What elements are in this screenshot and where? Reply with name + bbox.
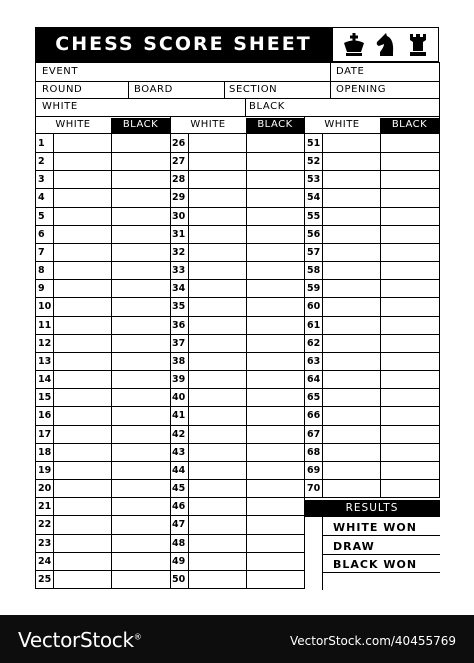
move-row-line (304, 207, 440, 208)
move-number: 60 (307, 301, 321, 312)
move-number: 18 (38, 447, 52, 458)
results-line (322, 572, 440, 573)
info-divider-section (224, 81, 225, 99)
black-column-header: BLACK (246, 118, 304, 134)
move-number: 46 (172, 501, 186, 512)
move-number: 14 (38, 374, 52, 385)
results-line (322, 554, 440, 555)
page-title: CHESS SCORE SHEET (55, 33, 312, 55)
move-row-line (304, 279, 440, 280)
move-number: 47 (172, 519, 186, 530)
move-number: 10 (38, 301, 52, 312)
move-number: 38 (172, 356, 186, 367)
move-number: 33 (172, 265, 186, 276)
info-line-3 (35, 116, 440, 117)
move-number: 51 (307, 138, 321, 149)
move-number: 65 (307, 392, 321, 403)
move-number: 13 (38, 356, 52, 367)
header-border (439, 117, 440, 133)
move-number: 43 (172, 447, 186, 458)
result-option-draw[interactable]: DRAW (333, 540, 375, 553)
chess-rook-icon (405, 32, 431, 58)
move-number: 32 (172, 247, 186, 258)
move-number: 27 (172, 156, 186, 167)
move-number: 35 (172, 301, 186, 312)
chess-icons-box (332, 27, 439, 62)
move-number: 25 (38, 574, 52, 585)
move-number: 57 (307, 247, 321, 258)
move-number: 56 (307, 229, 321, 240)
move-number: 41 (172, 410, 186, 421)
move-number: 26 (172, 138, 186, 149)
info-divider-black (245, 98, 246, 116)
move-number: 50 (172, 574, 186, 585)
event-label: EVENT (42, 66, 79, 77)
move-number: 16 (38, 410, 52, 421)
move-number: 53 (307, 174, 321, 185)
move-number: 48 (172, 538, 186, 549)
move-number: 49 (172, 556, 186, 567)
white-column-header: WHITE (324, 119, 360, 130)
info-top-line (35, 62, 440, 63)
move-number: 29 (172, 192, 186, 203)
move-number: 70 (307, 483, 321, 494)
move-number: 64 (307, 374, 321, 385)
move-number: 63 (307, 356, 321, 367)
move-row-line (304, 261, 440, 262)
move-number: 58 (307, 265, 321, 276)
move-row-line (304, 370, 440, 371)
move-number: 37 (172, 338, 186, 349)
white-player-label: WHITE (42, 101, 78, 112)
move-row-line (304, 225, 440, 226)
move-number: 69 (307, 465, 321, 476)
result-option-black-won[interactable]: BLACK WON (333, 558, 418, 571)
move-number: 42 (172, 429, 186, 440)
white-column-header: WHITE (55, 119, 91, 130)
move-column-line (53, 134, 54, 588)
move-number: 66 (307, 410, 321, 421)
move-number: 36 (172, 320, 186, 331)
footer-bar (0, 615, 474, 663)
info-divider-board (128, 81, 129, 99)
move-number: 55 (307, 211, 321, 222)
move-number: 31 (172, 229, 186, 240)
move-number: 39 (172, 374, 186, 385)
title-bar (35, 27, 332, 62)
white-column-header: WHITE (190, 119, 226, 130)
move-number: 62 (307, 338, 321, 349)
footer-url: VectorStock.com/40455769 (289, 634, 456, 648)
board-label: BOARD (134, 84, 173, 95)
move-row-line (304, 443, 440, 444)
chess-king-icon (341, 32, 367, 58)
move-number: 19 (38, 465, 52, 476)
info-divider-date (330, 62, 331, 99)
move-column-line (170, 134, 171, 588)
black-column-header: BLACK (111, 118, 170, 134)
move-number: 28 (172, 174, 186, 185)
info-line-2 (35, 98, 440, 99)
move-column-line (304, 134, 305, 588)
opening-label: OPENING (336, 84, 387, 95)
move-number: 68 (307, 447, 321, 458)
move-number: 34 (172, 283, 186, 294)
move-number: 21 (38, 501, 52, 512)
move-number: 52 (307, 156, 321, 167)
move-column-line (322, 134, 323, 497)
footer-brand: VectorStock® (18, 628, 142, 652)
results-header: RESULTS (304, 500, 440, 517)
move-number: 61 (307, 320, 321, 331)
move-row-line (304, 334, 440, 335)
move-row-line (304, 497, 440, 498)
move-number: 22 (38, 519, 52, 530)
date-label: DATE (336, 66, 365, 77)
move-number: 4 (38, 192, 45, 203)
move-column-line (439, 134, 440, 497)
move-row-line (304, 188, 440, 189)
move-number: 23 (38, 538, 52, 549)
move-row-line (304, 461, 440, 462)
round-label: ROUND (42, 84, 83, 95)
header-divider (304, 117, 305, 133)
move-row-line (304, 243, 440, 244)
move-number: 1 (38, 138, 45, 149)
move-number: 5 (38, 211, 45, 222)
move-number: 15 (38, 392, 52, 403)
move-number: 6 (38, 229, 45, 240)
move-number: 67 (307, 429, 321, 440)
move-number: 12 (38, 338, 52, 349)
move-row-line (304, 388, 440, 389)
move-number: 24 (38, 556, 52, 567)
move-row-line (304, 316, 440, 317)
section-label: SECTION (229, 84, 278, 95)
move-number: 59 (307, 283, 321, 294)
chess-knight-icon (373, 32, 399, 58)
move-column-line (188, 134, 189, 588)
move-row-line (304, 425, 440, 426)
move-column-line (246, 134, 247, 588)
move-number: 40 (172, 392, 186, 403)
move-row-line (304, 479, 440, 480)
move-row-line (304, 406, 440, 407)
move-number: 7 (38, 247, 45, 258)
result-option-white-won[interactable]: WHITE WON (333, 521, 417, 534)
move-row-line (304, 297, 440, 298)
move-number: 3 (38, 174, 45, 185)
move-column-line (35, 134, 36, 588)
black-column-header: BLACK (380, 118, 439, 134)
move-number: 11 (38, 320, 52, 331)
header-divider (170, 117, 171, 133)
move-number: 44 (172, 465, 186, 476)
move-number: 17 (38, 429, 52, 440)
move-number: 20 (38, 483, 52, 494)
move-row-line (304, 352, 440, 353)
info-line-1 (35, 81, 440, 82)
move-number: 30 (172, 211, 186, 222)
move-number: 45 (172, 483, 186, 494)
move-row-line (304, 170, 440, 171)
move-number: 54 (307, 192, 321, 203)
results-left-border (322, 517, 323, 590)
move-row-line (35, 588, 305, 589)
results-line (322, 535, 440, 536)
move-number: 2 (38, 156, 45, 167)
header-border (35, 117, 36, 133)
move-column-line (380, 134, 381, 497)
black-player-label: BLACK (249, 101, 285, 112)
move-column-line (111, 134, 112, 588)
move-number: 9 (38, 283, 45, 294)
move-row-line (304, 152, 440, 153)
move-number: 8 (38, 265, 45, 276)
